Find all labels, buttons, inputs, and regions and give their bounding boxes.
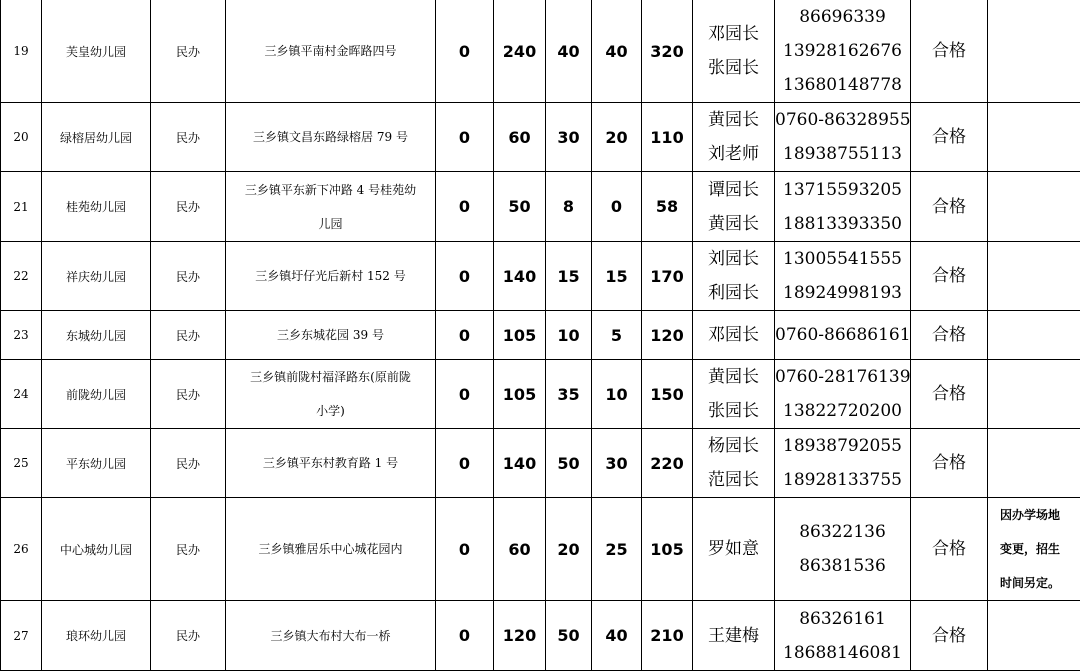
phone-number: 13928162676 [775, 34, 910, 68]
inspection-result-cell: 合格 [911, 311, 988, 360]
ownership-type-cell: 民办 [151, 498, 226, 601]
count-cell-0: 0 [436, 498, 494, 601]
address-line: 三乡镇雅居乐中心城花园内 [236, 532, 425, 566]
count-cell-3: 10 [592, 360, 642, 429]
address-cell [226, 242, 436, 311]
row-number-cell: 26 [1, 498, 42, 601]
address-cell [226, 498, 436, 601]
total-cell: 105 [642, 498, 693, 601]
total-cell: 170 [642, 242, 693, 311]
total-cell: 58 [642, 172, 693, 242]
count-cell-2: 20 [546, 498, 592, 601]
phone-number: 13715593205 [775, 173, 910, 207]
total-cell: 210 [642, 601, 693, 671]
phone-number: 18938792055 [775, 429, 910, 463]
inspection-result-cell: 合格 [911, 498, 988, 601]
total-cell: 320 [642, 0, 693, 103]
kindergarten-name-cell: 中心城幼儿园 [42, 498, 151, 601]
phone-number: 18924998193 [775, 276, 910, 310]
address-line: 三乡镇圩仔光后新村 152 号 [236, 259, 425, 293]
row-number-cell: 19 [1, 0, 42, 103]
count-cell-1: 240 [494, 0, 546, 103]
note-cell [988, 0, 1080, 103]
count-cell-3: 30 [592, 429, 642, 498]
total-cell: 150 [642, 360, 693, 429]
count-cell-1: 105 [494, 360, 546, 429]
phone-cell [775, 311, 911, 360]
kindergarten-name-cell: 祥庆幼儿园 [42, 242, 151, 311]
table-row [1, 172, 1080, 242]
phone-number: 18928133755 [775, 463, 910, 497]
count-cell-2: 35 [546, 360, 592, 429]
table-row [1, 498, 1080, 601]
inspection-result-cell: 合格 [911, 242, 988, 311]
contact-cell [693, 242, 775, 311]
phone-number: 13822720200 [775, 394, 910, 428]
ownership-type-cell: 民办 [151, 429, 226, 498]
inspection-result-cell: 合格 [911, 103, 988, 172]
note-cell [988, 242, 1080, 311]
address-cell [226, 429, 436, 498]
count-cell-1: 140 [494, 242, 546, 311]
contact-name: 杨园长 [693, 429, 774, 463]
count-cell-2: 40 [546, 0, 592, 103]
count-cell-2: 50 [546, 601, 592, 671]
row-number-cell: 23 [1, 311, 42, 360]
count-cell-3: 40 [592, 0, 642, 103]
count-cell-1: 60 [494, 103, 546, 172]
count-cell-1: 60 [494, 498, 546, 601]
contact-name: 刘老师 [693, 137, 774, 171]
contact-name: 张园长 [693, 51, 774, 85]
phone-cell [775, 429, 911, 498]
row-number-cell: 25 [1, 429, 42, 498]
inspection-result-cell: 合格 [911, 601, 988, 671]
inspection-result-cell: 合格 [911, 0, 988, 103]
contact-name: 黄园长 [693, 360, 774, 394]
count-cell-2: 30 [546, 103, 592, 172]
contact-name: 刘园长 [693, 242, 774, 276]
contact-name: 谭园长 [693, 173, 774, 207]
ownership-type-cell: 民办 [151, 242, 226, 311]
count-cell-3: 20 [592, 103, 642, 172]
row-number-cell: 22 [1, 242, 42, 311]
address-cell [226, 601, 436, 671]
row-number-cell: 20 [1, 103, 42, 172]
address-line: 三乡东城花园 39 号 [236, 318, 425, 352]
address-cell [226, 172, 436, 242]
contact-cell [693, 0, 775, 103]
kindergarten-name-cell: 桂苑幼儿园 [42, 172, 151, 242]
ownership-type-cell: 民办 [151, 601, 226, 671]
phone-cell [775, 601, 911, 671]
count-cell-2: 50 [546, 429, 592, 498]
ownership-type-cell: 民办 [151, 0, 226, 103]
count-cell-0: 0 [436, 0, 494, 103]
note-cell [988, 498, 1080, 601]
total-cell: 110 [642, 103, 693, 172]
count-cell-0: 0 [436, 172, 494, 242]
contact-name: 邓园长 [693, 318, 774, 352]
count-cell-1: 120 [494, 601, 546, 671]
address-line: 三乡镇平东新下冲路 4 号桂苑幼 [236, 173, 425, 207]
phone-number: 18813393350 [775, 207, 910, 241]
address-line: 三乡镇大布村大布一桥 [236, 619, 425, 653]
note-line: 变更，招生 [1000, 532, 1080, 566]
phone-number: 0760-86686161 [775, 318, 910, 352]
contact-name: 黄园长 [693, 103, 774, 137]
table-row [1, 242, 1080, 311]
phone-number: 86326161 [775, 602, 910, 636]
contact-name: 邓园长 [693, 17, 774, 51]
phone-cell [775, 0, 911, 103]
note-cell [988, 172, 1080, 242]
note-cell [988, 311, 1080, 360]
address-cell [226, 0, 436, 103]
count-cell-2: 8 [546, 172, 592, 242]
ownership-type-cell: 民办 [151, 172, 226, 242]
phone-number: 18938755113 [775, 137, 910, 171]
contact-name: 张园长 [693, 394, 774, 428]
count-cell-0: 0 [436, 360, 494, 429]
count-cell-0: 0 [436, 429, 494, 498]
table-row [1, 601, 1080, 671]
contact-cell [693, 103, 775, 172]
address-line: 三乡镇平东村教育路 1 号 [236, 446, 425, 480]
contact-name: 范园长 [693, 463, 774, 497]
row-number-cell: 21 [1, 172, 42, 242]
count-cell-1: 105 [494, 311, 546, 360]
phone-number: 86322136 [775, 515, 910, 549]
count-cell-1: 50 [494, 172, 546, 242]
count-cell-3: 25 [592, 498, 642, 601]
kindergarten-name-cell: 平东幼儿园 [42, 429, 151, 498]
table-row [1, 360, 1080, 429]
address-line: 三乡镇平南村金晖路四号 [236, 34, 425, 68]
phone-cell [775, 498, 911, 601]
total-cell: 220 [642, 429, 693, 498]
contact-cell [693, 311, 775, 360]
address-cell [226, 360, 436, 429]
count-cell-2: 10 [546, 311, 592, 360]
address-line: 小学) [236, 394, 425, 428]
count-cell-0: 0 [436, 311, 494, 360]
address-cell [226, 103, 436, 172]
address-line: 三乡镇前陇村福泽路东(原前陇 [236, 360, 425, 394]
row-number-cell: 27 [1, 601, 42, 671]
table-row [1, 103, 1080, 172]
contact-cell [693, 172, 775, 242]
count-cell-3: 5 [592, 311, 642, 360]
note-cell [988, 601, 1080, 671]
note-cell [988, 103, 1080, 172]
address-line: 儿园 [236, 207, 425, 241]
count-cell-0: 0 [436, 103, 494, 172]
total-cell: 120 [642, 311, 693, 360]
count-cell-3: 15 [592, 242, 642, 311]
count-cell-0: 0 [436, 601, 494, 671]
inspection-result-cell: 合格 [911, 429, 988, 498]
note-cell [988, 360, 1080, 429]
phone-cell [775, 103, 911, 172]
phone-cell [775, 172, 911, 242]
kindergarten-name-cell: 芙皇幼儿园 [42, 0, 151, 103]
phone-number: 13680148778 [775, 68, 910, 102]
address-line: 三乡镇文昌东路绿榕居 79 号 [236, 120, 425, 154]
count-cell-2: 15 [546, 242, 592, 311]
count-cell-1: 140 [494, 429, 546, 498]
contact-cell [693, 601, 775, 671]
row-number-cell: 24 [1, 360, 42, 429]
contact-name: 黄园长 [693, 207, 774, 241]
inspection-result-cell: 合格 [911, 172, 988, 242]
contact-cell [693, 429, 775, 498]
note-line: 因办学场地 [1000, 498, 1080, 532]
table-row [1, 0, 1080, 103]
note-cell [988, 429, 1080, 498]
phone-number: 13005541555 [775, 242, 910, 276]
kindergarten-name-cell: 绿榕居幼儿园 [42, 103, 151, 172]
ownership-type-cell: 民办 [151, 103, 226, 172]
contact-cell [693, 360, 775, 429]
kindergarten-name-cell: 东城幼儿园 [42, 311, 151, 360]
kindergarten-name-cell: 琅环幼儿园 [42, 601, 151, 671]
phone-cell [775, 360, 911, 429]
count-cell-3: 0 [592, 172, 642, 242]
phone-number: 18688146081 [775, 636, 910, 670]
address-cell [226, 311, 436, 360]
ownership-type-cell: 民办 [151, 360, 226, 429]
inspection-result-cell: 合格 [911, 360, 988, 429]
count-cell-0: 0 [436, 242, 494, 311]
phone-cell [775, 242, 911, 311]
contact-name: 利园长 [693, 276, 774, 310]
note-line: 时间另定。 [1000, 566, 1080, 600]
table-row [1, 429, 1080, 498]
contact-name: 罗如意 [693, 532, 774, 566]
contact-name: 王建梅 [693, 619, 774, 653]
table-row [1, 311, 1080, 360]
count-cell-3: 40 [592, 601, 642, 671]
phone-number: 86381536 [775, 549, 910, 583]
phone-number: 86696339 [775, 0, 910, 34]
contact-cell [693, 498, 775, 601]
ownership-type-cell: 民办 [151, 311, 226, 360]
phone-number: 0760-28176139 [775, 360, 910, 394]
phone-number: 0760-86328955 [775, 103, 910, 137]
kindergarten-name-cell: 前陇幼儿园 [42, 360, 151, 429]
